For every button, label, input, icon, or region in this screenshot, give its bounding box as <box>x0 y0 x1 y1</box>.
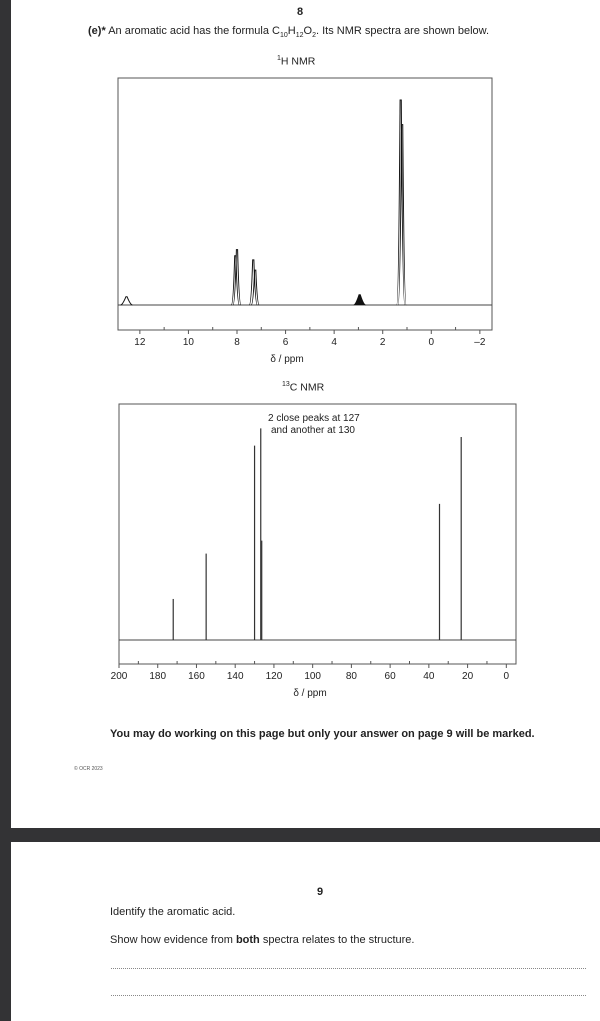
instruction-pre: Show how evidence from <box>110 934 236 946</box>
tick-label: 100 <box>304 671 322 682</box>
page-number: 9 <box>317 886 324 898</box>
x-axis-label: δ / ppm <box>293 688 327 699</box>
instruction-evidence <box>110 934 414 946</box>
copyright: © OCR 2023 <box>74 766 103 772</box>
tick-label: 4 <box>331 337 337 348</box>
question-pre: An aromatic acid has the formula C <box>108 25 280 37</box>
tick-label: 0 <box>503 671 510 682</box>
title-sup: 13 <box>282 381 290 388</box>
tick-label: 8 <box>234 337 240 348</box>
tick-label: 160 <box>188 671 205 682</box>
tick-label: 20 <box>462 671 474 682</box>
tick-label: 140 <box>226 671 244 682</box>
formula-o: O <box>303 25 313 37</box>
working-note: You may do working on this page but only your answer on page 9 will be marked. <box>110 728 535 740</box>
formula-sub: 12 <box>295 32 304 40</box>
x-axis-label: δ / ppm <box>270 354 304 365</box>
tick-label: 200 <box>110 671 128 682</box>
title-sup: 1 <box>277 55 281 62</box>
exam-page-9 <box>11 842 600 1021</box>
question-label: (e)* <box>88 25 106 37</box>
exam-page-8 <box>11 0 600 828</box>
instruction-bold: both <box>235 934 260 946</box>
annotation-line: 2 close peaks at 127 <box>268 413 360 424</box>
h-nmr-spectrum <box>0 0 600 380</box>
title-text: C NMR <box>289 381 325 394</box>
instruction-post: spectra relates to the structure. <box>259 934 415 946</box>
annotation-line: and another at 130 <box>271 425 355 436</box>
formula-sub: 10 <box>280 32 288 40</box>
page-number: 8 <box>297 6 304 18</box>
tick-label: 6 <box>282 337 289 348</box>
tick-label: 40 <box>423 671 435 682</box>
tick-label: 10 <box>182 337 194 348</box>
peak <box>354 295 366 305</box>
peak <box>121 297 133 305</box>
tick-label: 180 <box>149 671 167 682</box>
instruction-identify: Identify the aromatic acid. <box>110 906 236 918</box>
answer-line[interactable] <box>111 995 586 996</box>
tick-label: –2 <box>474 337 486 348</box>
plot-frame <box>119 404 516 664</box>
title-text: H NMR <box>280 55 316 68</box>
tick-label: 0 <box>428 337 435 348</box>
tick-label: 2 <box>379 337 386 348</box>
tick-label: 80 <box>345 671 357 682</box>
tick-label: 60 <box>384 671 396 682</box>
c-nmr-annotation <box>268 413 360 437</box>
question-post: . Its NMR spectra are shown below. <box>316 25 490 37</box>
tick-label: 120 <box>265 671 283 682</box>
tick-label: 12 <box>134 337 146 348</box>
formula-h: H <box>287 25 296 37</box>
formula-sub: 2 <box>312 32 317 40</box>
plot-frame <box>118 78 492 330</box>
answer-line[interactable] <box>111 968 586 969</box>
